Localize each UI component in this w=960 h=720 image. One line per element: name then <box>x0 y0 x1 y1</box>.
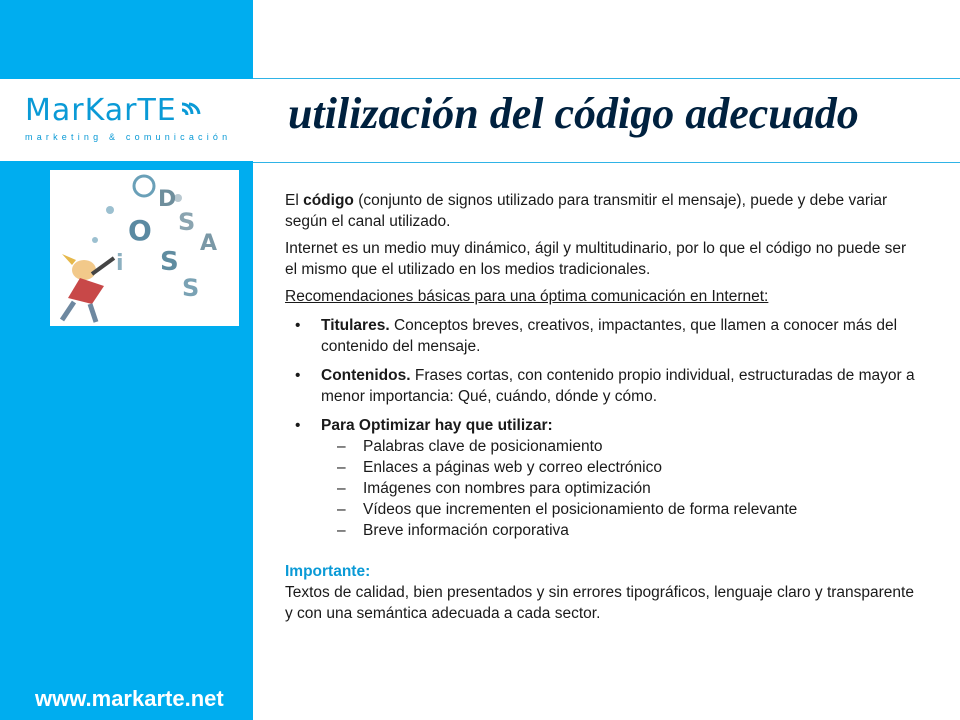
sub-item: – Palabras clave de posicionamiento <box>321 436 915 457</box>
intro-p1-bold: código <box>303 192 354 209</box>
recommendations-list <box>285 315 915 541</box>
illus-legs <box>62 302 96 322</box>
illus-letter-s-3: S <box>182 274 200 302</box>
illus-head <box>72 260 96 280</box>
intro-paragraph-2: Internet es un medio muy dinámico, ágil y multitudinario, por lo que el código no puede ser el mismo que el utilizado en los medios tradicionales. <box>285 240 907 278</box>
list-item <box>285 415 915 541</box>
recommendations-heading: Recomendaciones básicas para una óptima comunicación en Internet: <box>285 288 769 305</box>
illus-dot-2 <box>92 237 98 243</box>
sub-item: – Imágenes con nombres para optimización <box>321 478 915 499</box>
list-item <box>285 365 915 407</box>
illus-megaphone <box>92 258 114 274</box>
header-top-rule <box>253 78 960 79</box>
illus-letter-d: D <box>158 187 177 212</box>
intro-p1-rest: (conjunto de signos utilizado para transmitir el mensaje), puede y debe variar según el canal utilizado. <box>285 192 888 230</box>
logo-word-text: MarKarTE <box>25 93 177 128</box>
bullet-bold: Contenidos. <box>321 367 411 384</box>
signal-waves-icon <box>179 100 201 124</box>
bullet-bold: Para Optimizar hay que utilizar: <box>321 417 553 434</box>
sub-item: – Enlaces a páginas web y correo electrónico <box>321 457 915 478</box>
list-item <box>285 315 915 357</box>
sub-item: – Vídeos que incrementen el posicionamiento de forma relevante <box>321 499 915 520</box>
illus-letter-s-1: S <box>178 208 196 236</box>
slide-title: utilización del código adecuado <box>288 89 859 138</box>
main-content <box>285 190 915 624</box>
letters-illustration <box>50 170 239 326</box>
markarte-logo <box>25 94 231 142</box>
bullet-text: Frases cortas, con contenido propio individual, estructuradas de mayor a menor importancia: Qué, cuándo, dónde y cómo. <box>321 367 915 405</box>
header-bottom-rule <box>253 162 960 163</box>
website-url[interactable]: www.markarte.net <box>35 686 224 711</box>
illus-letter-s-2: S <box>160 247 179 277</box>
logo-tagline: marketing & comunicación <box>25 132 232 142</box>
illus-hair <box>62 254 76 265</box>
sub-item: – Breve información corporativa <box>321 520 915 541</box>
illus-body <box>68 278 104 304</box>
logo-wordmark <box>25 94 231 128</box>
intro-paragraph-1 <box>285 190 915 232</box>
intro-p1-prefix: El <box>285 192 304 209</box>
bullet-bold: Titulares. <box>321 317 390 334</box>
bullet-text: Conceptos breves, creativos, impactantes, que llamen a conocer más del contenido del mensaje. <box>321 317 898 355</box>
illus-ring <box>134 176 154 196</box>
illus-letter-a: A <box>200 231 218 256</box>
illus-letter-o: O <box>128 214 152 247</box>
illustration-svg <box>50 170 239 326</box>
important-text: Textos de calidad, bien presentados y sin errores tipográficos, lenguaje claro y transparente y con una semántica adecuada a cada sector. <box>285 584 914 622</box>
important-heading: Importante: <box>285 563 371 580</box>
optimize-sublist <box>321 436 915 541</box>
illus-dot-1 <box>106 206 114 214</box>
illus-letter-i: i <box>116 251 124 276</box>
